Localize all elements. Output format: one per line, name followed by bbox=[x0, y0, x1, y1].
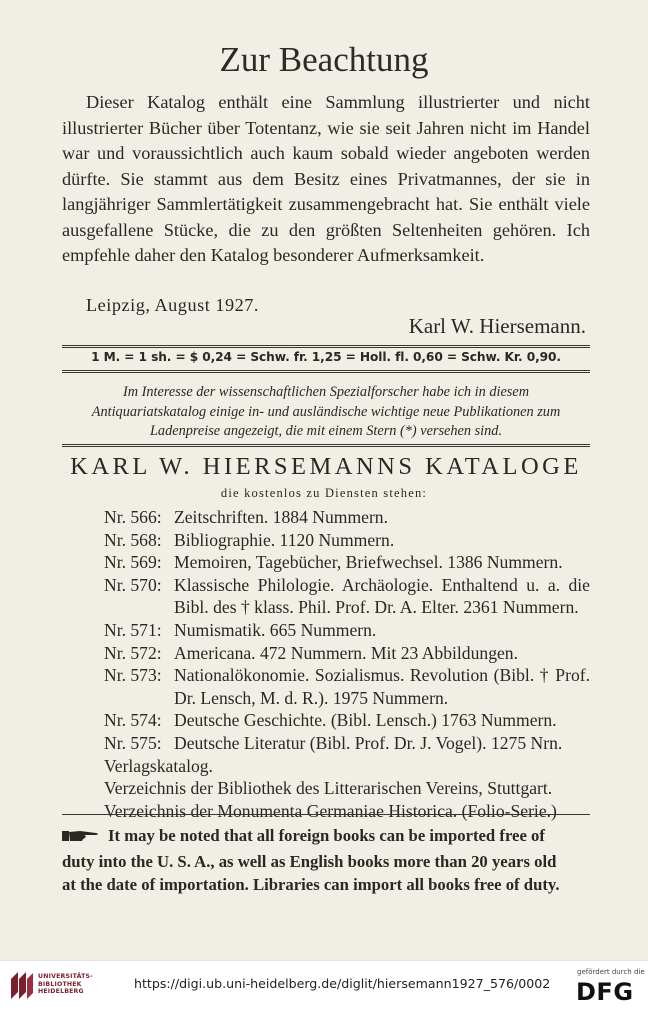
catalog-list bbox=[104, 506, 590, 822]
catalog-entry bbox=[104, 642, 590, 665]
divider-footnote bbox=[62, 814, 590, 815]
catalog-description: Deutsche Literatur (Bibl. Prof. Dr. J. Vogel). 1275 Nrn. bbox=[174, 732, 563, 753]
notice-line: Im Interesse der wissenschaftlichen Spezialforscher habe ich in diesem bbox=[122, 384, 530, 400]
catalog-entry bbox=[104, 732, 590, 755]
catalog-description: Deutsche Geschichte. (Bibl. Lensch.) 1763 Nummern. bbox=[174, 710, 557, 731]
viewer-footer bbox=[0, 960, 648, 1010]
catalog-entry bbox=[104, 709, 590, 732]
catalog-number: Nr. 566: bbox=[104, 507, 162, 527]
catalog-number: Nr. 575: bbox=[104, 732, 162, 753]
pointing-hand-icon bbox=[62, 826, 102, 850]
institution-line: UNIVERSITÄTS- bbox=[38, 973, 93, 980]
notice-line: Antiquariatskatalog einige in- und ausländische wichtige neue Publikationen zum bbox=[91, 403, 561, 420]
catalog-description: Klassische Philologie. Archäologie. Enthaltend u. a. die Bibl. des † klass. Phil. Prof. Dr. A. Elter. 2361 Nummern. bbox=[174, 574, 590, 618]
dateline: Leipzig, August 1927. bbox=[86, 295, 259, 315]
institution-line: BIBLIOTHEK bbox=[38, 980, 82, 988]
catalog-number: Nr. 569: bbox=[104, 552, 162, 573]
catalog-number: Nr. 573: bbox=[104, 665, 162, 686]
university-library-logo-icon[interactable] bbox=[8, 969, 36, 1003]
divider-exchange bbox=[62, 370, 590, 373]
catalog-number: Nr. 570: bbox=[104, 574, 162, 595]
signature: Karl W. Hiersemann. bbox=[408, 314, 586, 338]
intro-text: Dieser Katalog enthält eine Sammlung illustrierter und nicht illustrierter Bücher über Totentanz, wie sie seit Jahren nicht im Handel war und voraussichtlich auch kaum sobald wieder angeboten werden dürfte. Sie stammt aus dem Besitz eines Privatmannes, der sie in langjähriger Sammlertätigkeit zusammengebracht hat. Sie enthält viele ausgefallene Stücke, die zu den größten Seltenheiten gehören. Ich empfehle daher den Katalog besonderer Aufmerksamkeit. bbox=[62, 92, 590, 265]
catalog-number: Nr. 572: bbox=[104, 642, 162, 663]
catalog-entry bbox=[104, 506, 590, 529]
divider-catalogs bbox=[62, 444, 590, 447]
footnote-line bbox=[62, 824, 590, 850]
catalog-description: Numismatik. 665 Nummern. bbox=[174, 619, 377, 640]
institution-line: HEIDELBERG bbox=[38, 988, 84, 995]
catalog-description: Memoiren, Tagebücher, Briefwechsel. 1386 Nummern. bbox=[174, 552, 563, 573]
permalink-url[interactable]: https://digi.ub.uni-heidelberg.de/diglit/hiersemann1927_576/0002 bbox=[134, 976, 551, 991]
footnote-line: at the date of importation. Libraries can import all books free of duty. bbox=[62, 875, 560, 894]
catalog-entry bbox=[104, 619, 590, 642]
footnote-line: duty into the U. S. A., as well as English books more than 20 years old bbox=[62, 851, 557, 871]
intro-paragraph bbox=[62, 90, 590, 269]
catalog-description: Zeitschriften. 1884 Nummern. bbox=[174, 507, 389, 527]
catalog-number: Nr. 571: bbox=[104, 619, 162, 640]
catalog-description: Americana. 472 Nummern. Mit 23 Abbildungen. bbox=[174, 642, 518, 663]
page-title: Zur Beachtung bbox=[219, 40, 429, 79]
catalog-extra: Verzeichnis der Bibliothek des Litterarischen Vereins, Stuttgart. bbox=[104, 778, 553, 799]
import-footnote bbox=[62, 824, 590, 897]
funding-note: gefördert durch die bbox=[577, 968, 645, 976]
catalog-entry bbox=[104, 551, 590, 574]
catalog-entry bbox=[104, 529, 590, 552]
catalog-number: Nr. 568: bbox=[104, 529, 162, 550]
catalog-extra: Verzeichnis der Monumenta Germaniae Historica. (Folio-Serie.) bbox=[104, 800, 557, 821]
exchange-rates: 1 M. = 1 sh. = $ 0,24 = Schw. fr. 1,25 = Holl. fl. 0,60 = Schw. Kr. 0,90. bbox=[91, 350, 561, 364]
university-library-name[interactable] bbox=[38, 973, 93, 996]
catalog-extra: Verlagskatalog. bbox=[104, 755, 213, 776]
catalog-description: Bibliographie. 1120 Nummern. bbox=[174, 529, 395, 550]
catalog-number: Nr. 574: bbox=[104, 710, 162, 731]
catalogs-subheading: die kostenlos zu Diensten stehen: bbox=[220, 486, 428, 500]
catalog-entry bbox=[104, 664, 590, 709]
catalog-entry bbox=[104, 574, 590, 619]
notice bbox=[62, 383, 590, 442]
dfg-logo[interactable]: DFG bbox=[576, 978, 634, 1006]
catalog-description: Nationalökonomie. Sozialismus. Revolution (Bibl. † Prof. Dr. Lensch, M. d. R.). 1975 Nummern. bbox=[174, 665, 590, 708]
footnote-text: It may be noted that all foreign books can be imported free of bbox=[108, 826, 545, 845]
notice-line: Ladenpreise angezeigt, die mit einem Stern (*) versehen sind. bbox=[149, 423, 503, 439]
catalogs-heading: KARL W. HIERSEMANNS KATALOGE bbox=[70, 453, 582, 480]
divider-top bbox=[62, 345, 590, 348]
